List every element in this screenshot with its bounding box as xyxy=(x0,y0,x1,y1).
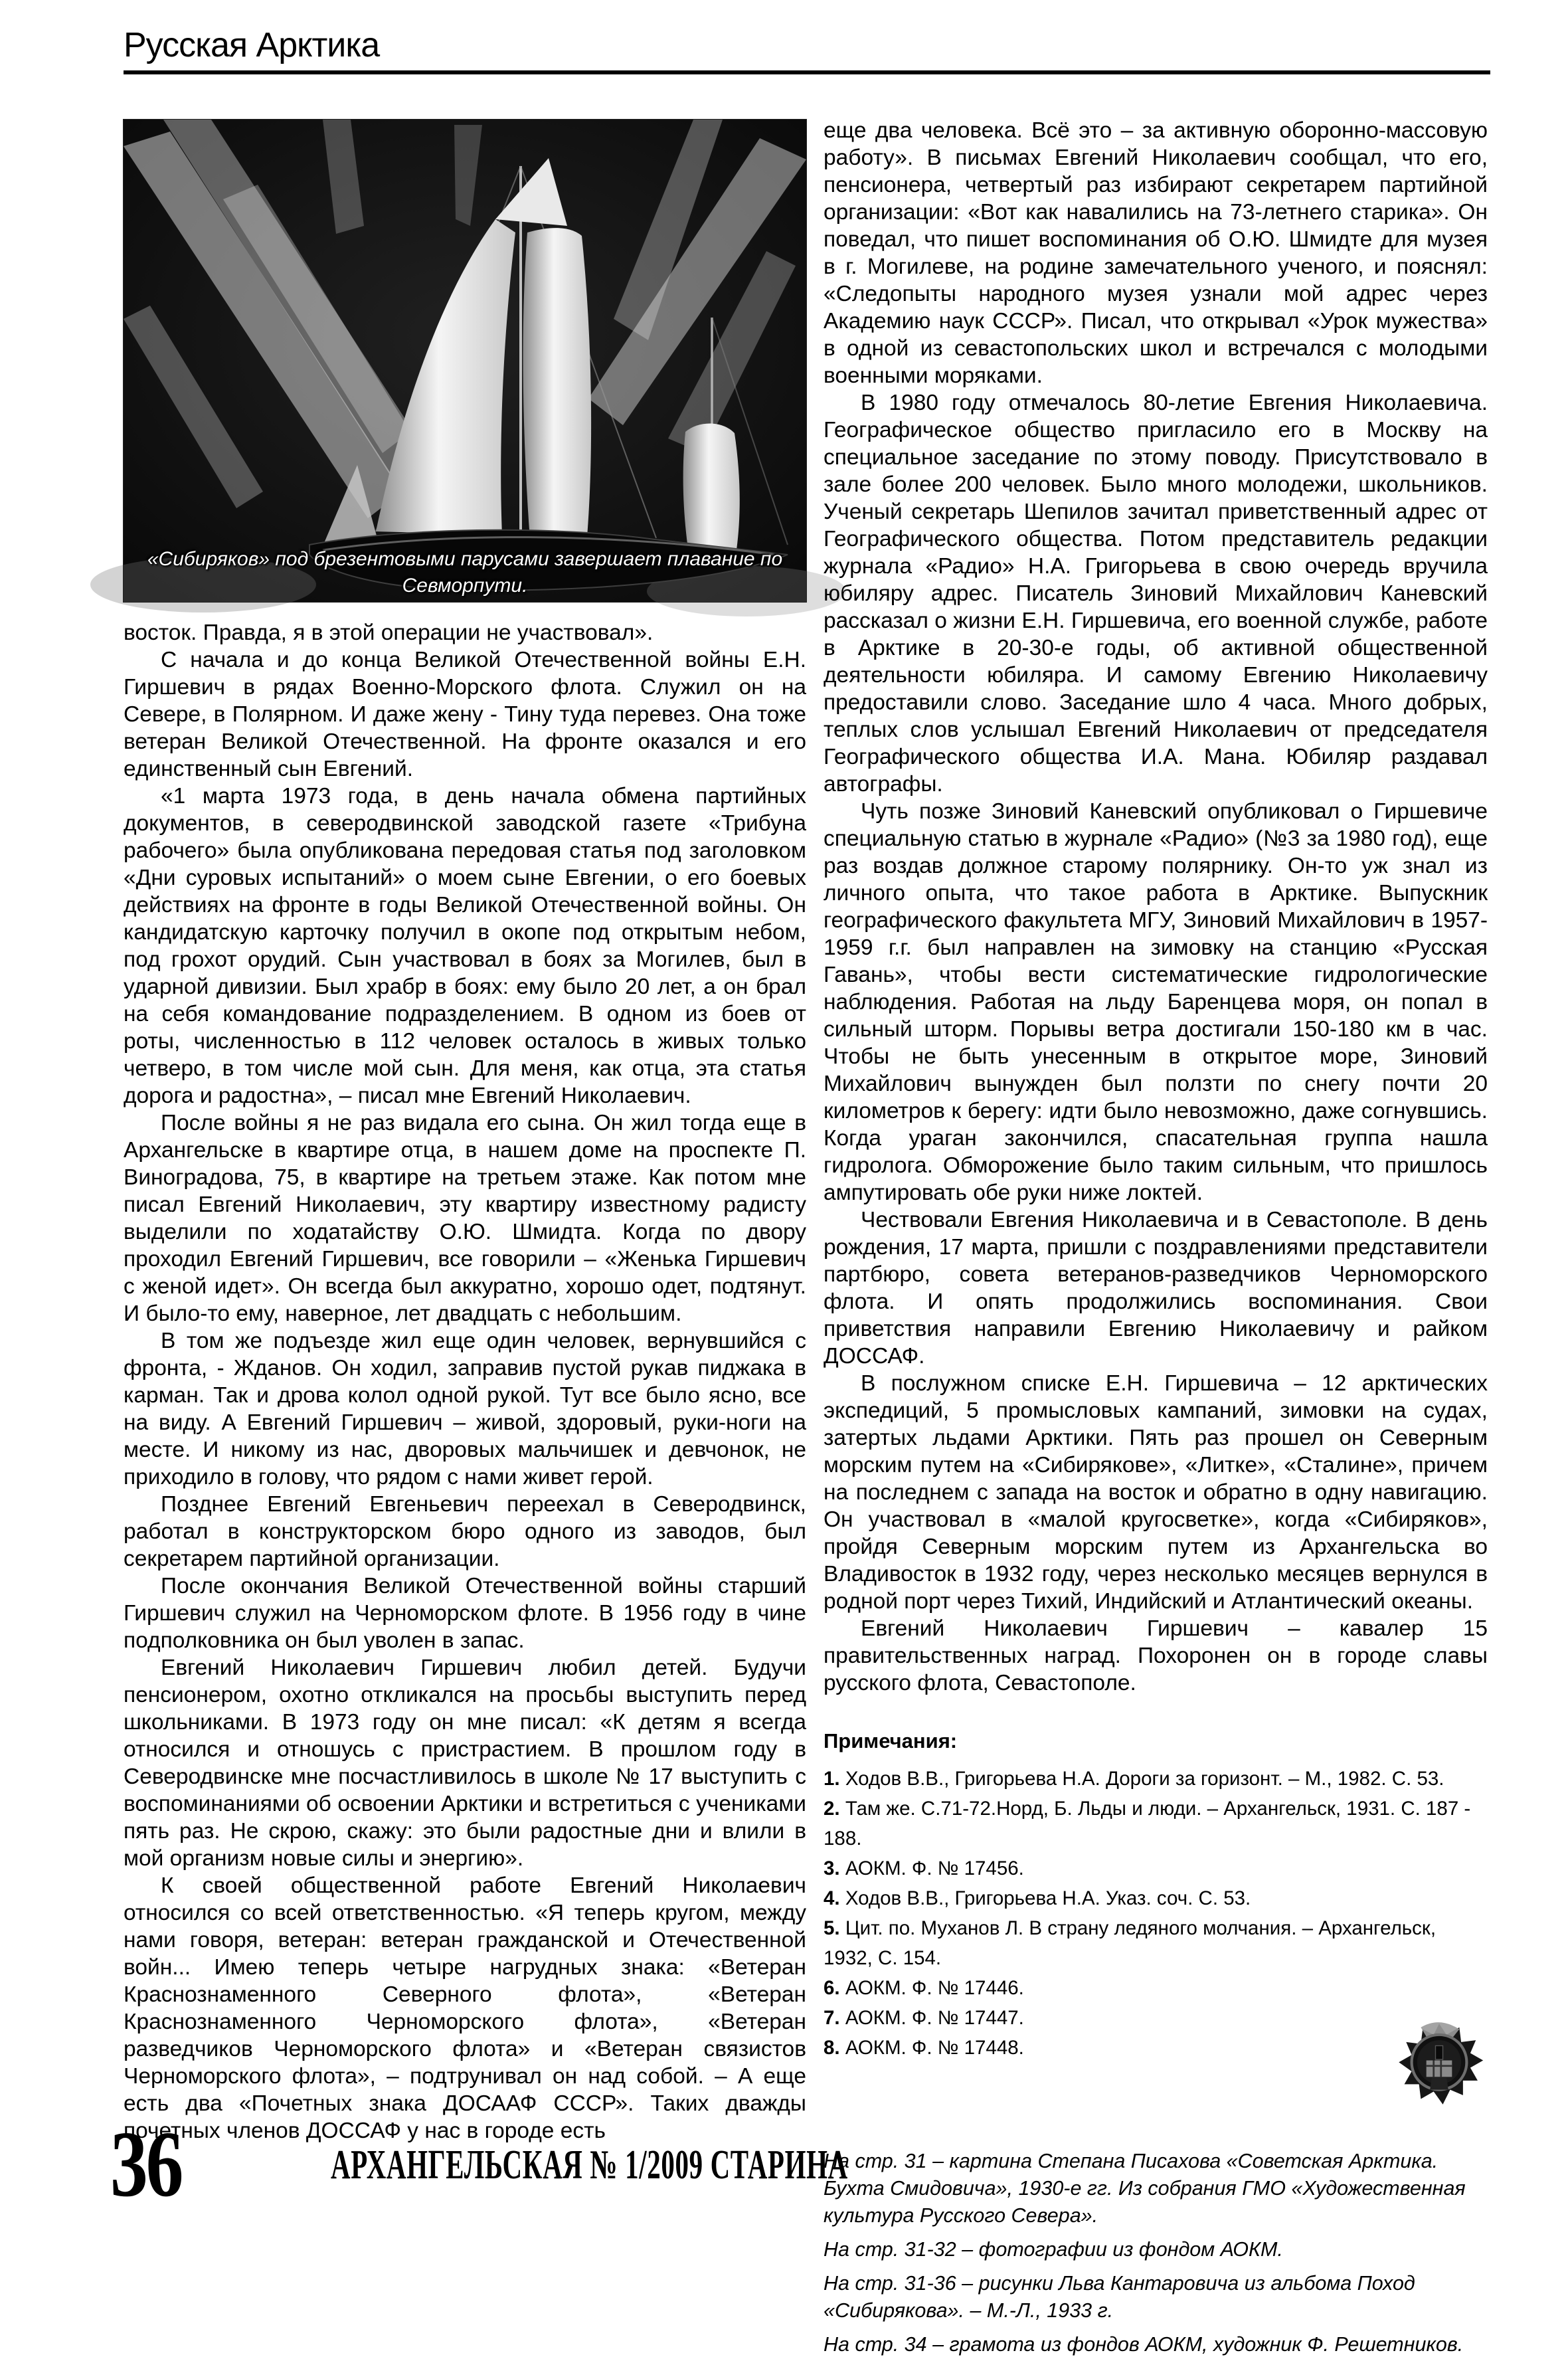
body-paragraph: восток. Правда, я в этой операции не участвовал». xyxy=(124,620,653,645)
credit-line: На стр. 31 – картина Степана Писахова «Советская Арктика. Бухта Смидовича», 1930-е гг. Из собрания ГМО «Художественная культура Русского Севера». xyxy=(824,2150,1466,2227)
note-number: 1. xyxy=(824,1768,840,1790)
section-title: Русская Арктика xyxy=(124,26,380,64)
note-number: 5. xyxy=(824,1917,840,1939)
note-text: АОКМ. Ф. № 17456. xyxy=(845,1857,1024,1879)
notes-heading: Примечания: xyxy=(824,1729,958,1752)
note-item xyxy=(824,1794,1488,1853)
note-number: 7. xyxy=(824,2007,840,2029)
note-text: Ходов В.В., Григорьева Н.А. Дороги за горизонт. – М., 1982. С. 53. xyxy=(845,1768,1444,1790)
note-text: АОКМ. Ф. № 17448. xyxy=(845,2037,1024,2059)
left-column xyxy=(124,120,806,2144)
body-paragraph: Чуть позже Зиновий Каневский опубликовал о Гиршевиче специальную статью в журнале «Радио» (№3 за 1980 год), еще раз воздав должное старому полярнику. Он-то уж знал из личного опыта, что такое работа в Арктике. Выпускник географического факультета МГУ, Зиновий Михайлович в 1957-1959 г.г. был направлен на зимовку на станцию «Русская Гавань», чтобы вести систематические гидрологические наблюдения. Работая на льду Баренцева моря, он попал в сильный шторм. Порывы ветра достигали 150-180 км в час. Чтобы не быть унесенным в открытое море, Зиновий Михайлович вынужден был ползти по снегу почти 20 километров к берегу: идти было невозможно, даже согнувшись. Когда ураган закончился, спасательная группа нашла гидролога. Обморожение было таким сильным, что пришлось ампутировать обе руки ниже локтей. xyxy=(824,799,1488,1205)
note-item xyxy=(824,2033,1488,2063)
right-column xyxy=(824,117,1488,2365)
header-rule xyxy=(124,70,1490,74)
note-text: Цит. по. Муханов Л. В страну ледяного молчания. – Архангельск, 1932, С. 154. xyxy=(824,1917,1437,1969)
ship-emblem-icon xyxy=(1393,2017,1485,2111)
body-paragraph: Позднее Евгений Евгеньевич переехал в Северодвинск, работал в конструкторском бюро одного из заводов, был секретарем партийной организации. xyxy=(124,1492,806,1571)
body-paragraph: В послужном списке Е.Н. Гиршевича – 12 арктических экспедиций, 5 промысловых кампаний, зимовки на судах, затертых льдами Арктики. Пять раз прошел он Северным морским путем на «Сибирякове», «Литке», «Сталине», причем на последнем с запада на восток и обратно в одну навигацию. Он участвовал в «малой кругосветке», когда «Сибиряков», пройдя Северным морским путем из Архангельска во Владивосток в 1932 году, через несколько месяцев вернулся в родной порт через Тихий, Индийский и Атлантический океаны. xyxy=(824,1371,1488,1614)
note-number: 8. xyxy=(824,2037,840,2059)
body-paragraph: После войны я не раз видала его сына. Он жил тогда еще в Архангельске в квартире отца, в нашем доме на проспекте П. Виноградова, 75, в квартире на третьем этаже. Как потом мне писал Евгений Николаевич, эту квартиру известному радисту выделили по ходатайству О.Ю. Шмидта. Когда по двору проходил Евгений Гиршевич, все говорили – «Женька Гиршевич с женой идет». Он всегда был аккуратно, хорошо одет, подтянут. И было-то ему, наверное, лет двадцать с небольшим. xyxy=(124,1111,806,1326)
body-paragraph: Евгений Николаевич Гиршевич любил детей. Будучи пенсионером, охотно откликался на просьбы выступить перед школьниками. В 1973 году он мне писал: «К детям я всегда относился и отношусь с пристрастием. В прошлом году в Северодвинске мне посчастливилось в школе № 17 выступить с воспоминаниями об освоении Арктики и встретиться с учениками пять раз. Не скрою, скажу: это были радостные дни и влили в мой организм новые силы и энергию». xyxy=(124,1656,806,1871)
note-number: 3. xyxy=(824,1857,840,1879)
journal-title: АРХАНГЕЛЬСКАЯ № 1/2009 СТАРИНА xyxy=(331,2142,848,2188)
body-paragraph: В 1980 году отмечалось 80-летие Евгения Николаевича. Географическое общество пригласило его в Москву на специальное заседание по этому поводу. Присутствовало в зале более 200 человек. Было много молодежи, школьников. Ученый секретарь Шепилов зачитал приветственный адрес от Географического общества. Потом представитель редакции журнала «Радио» Н.А. Григорьева в свою очередь вручила юбиляру адрес. Писатель Зиновий Михайлович Каневский рассказал о жизни Е.Н. Гиршевича, его военной службе, работе в Арктике в 20-30-е годы, об активной общественной деятельности юбиляра. И самому Евгению Николаевичу предоставили слово. Заседание шло 4 часа. Много добрых, теплых слов услышал Евгений Николаевич от председателя Географического общества И.А. Мана. Юбиляр раздавал автографы. xyxy=(824,391,1488,797)
page-number: 36 xyxy=(110,2111,182,2216)
body-paragraph: В том же подъезде жил еще один человек, вернувшийся с фронта, - Жданов. Он ходил, заправив пустой рукав пиджака в карман. Так и дрова колол одной рукой. Тут все было ясно, все на виду. А Евгений Гиршевич – живой, здоровый, руки-ноги на месте. И никому из нас, дворовых мальчишек и девчонок, не приходило в голову, что рядом с нами живет герой. xyxy=(124,1329,806,1489)
note-text: Ходов В.В., Григорьева Н.А. Указ. соч. С. 53. xyxy=(845,1887,1251,1909)
body-paragraph: После окончания Великой Отечественной войны старший Гиршевич служил на Черноморском флоте. В 1956 году в чине подполковника он был уволен в запас. xyxy=(124,1574,806,1653)
artwork-caption: «Сибиряков» под брезентовыми парусами завершает плавание по Севморпути. xyxy=(147,548,783,597)
note-item xyxy=(824,2003,1488,2033)
note-item xyxy=(824,1853,1488,1883)
credit-line: На стр. 31-32 – фотографии из фондом АОКМ. xyxy=(824,2238,1283,2261)
body-paragraph: еще два человека. Всё это – за активную оборонно-массовую работу». В письмах Евгений Николаевич сообщал, что его, пенсионера, четвертый раз избирают секретарем партийной организации: «Вот как навалились на 73-летнего старика». Он поведал, что пишет воспоминания об О.Ю. Шмидте для музея в г. Могилеве, на родине замечательного ученого, и пояснял: «Следопыты народного музея узнали мой адрес через Академию наук СССР». Писал, что открывал «Урок мужества» в одной из севастопольских школ и встречался с молодыми военными моряками. xyxy=(824,118,1488,388)
ship-artwork xyxy=(124,120,806,602)
note-item xyxy=(824,1973,1488,2003)
body-paragraph: К своей общественной работе Евгений Николаевич относился со всей ответственностью. «Я теперь кругом, между нами говоря, ветеран: ветеран гражданской и Отечественной войн... Имею теперь четыре нагрудных знака: «Ветеран Краснознаменного Северного флота», «Ветеран Краснознаменного Черноморского флота», «Ветеран разведчиков Черноморского флота» и «Ветеран связистов Черноморского флота», – подтрунивал он над собой. – А еще есть два «Почетных знака ДОСААФ СССР». Таких дважды почетных членов ДОССАФ у нас в городе есть xyxy=(124,1873,806,2143)
body-paragraph: «1 марта 1973 года, в день начала обмена партийных документов, в северодвинской заводской газете «Трибуна рабочего» была опубликована передовая статья под заголовком «Дни суровых испытаний» о моем сыне Евгении, о его боевых действиях на фронте в годы Великой Отечественной войны. Он кандидатскую карточку получил в окопе под открытым небом, под грохот орудий. Сын участвовал в боях за Могилев, был в ударной дивизии. Был храбр в боях: ему было 20 лет, а он брал на себя командование подразделением. В одном из боев от роты, численностью в 112 человек осталось в живых только четверо, в том числе мой сын. Для меня, как отца, эта статья дорога и радостна», – писал мне Евгений Николаевич. xyxy=(124,784,806,1108)
note-item xyxy=(824,1883,1488,1913)
body-paragraph: Евгений Николаевич Гиршевич – кавалер 15 правительственных наград. Похоронен он в городе славы русского флота, Севастополе. xyxy=(824,1616,1488,1695)
note-text: АОКМ. Ф. № 17446. xyxy=(845,1977,1024,1999)
ship-illustration xyxy=(124,120,806,602)
note-text: АОКМ. Ф. № 17447. xyxy=(845,2007,1024,2029)
note-number: 6. xyxy=(824,1977,840,1999)
note-number: 2. xyxy=(824,1798,840,1820)
note-item xyxy=(824,1764,1488,1794)
credit-line: На стр. 31-36 – рисунки Льва Кантаровича из альбома Поход «Сибирякова». – М.-Л., 1933 г. xyxy=(824,2272,1415,2322)
note-text: Там же. С.71-72.Норд, Б. Льды и люди. – Архангельск, 1931. С. 187 - 188. xyxy=(824,1798,1471,1849)
body-paragraph: Чествовали Евгения Николаевича и в Севастополе. В день рождения, 17 марта, пришли с поздравлениями представители партбюро, совета ветеранов-разведчиков Черноморского флота. И опять продолжились воспоминания. Свои приветствия направили Евгению Николаевичу и райком ДОССАФ. xyxy=(824,1208,1488,1369)
body-paragraph: С начала и до конца Великой Отечественной войны Е.Н. Гиршевич в рядах Военно-Морского флота. Служил он на Севере, в Полярном. И даже жену - Тину туда перевез. Она тоже ветеран Великой Отечественной. На фронте оказался и его единственный сын Евгений. xyxy=(124,648,806,781)
illustration-credits xyxy=(824,2148,1488,2358)
note-item xyxy=(824,1913,1488,1973)
note-number: 4. xyxy=(824,1887,840,1909)
credit-line: На стр. 34 – грамота из фондов АОКМ, художник Ф. Решетников. xyxy=(824,2333,1464,2356)
